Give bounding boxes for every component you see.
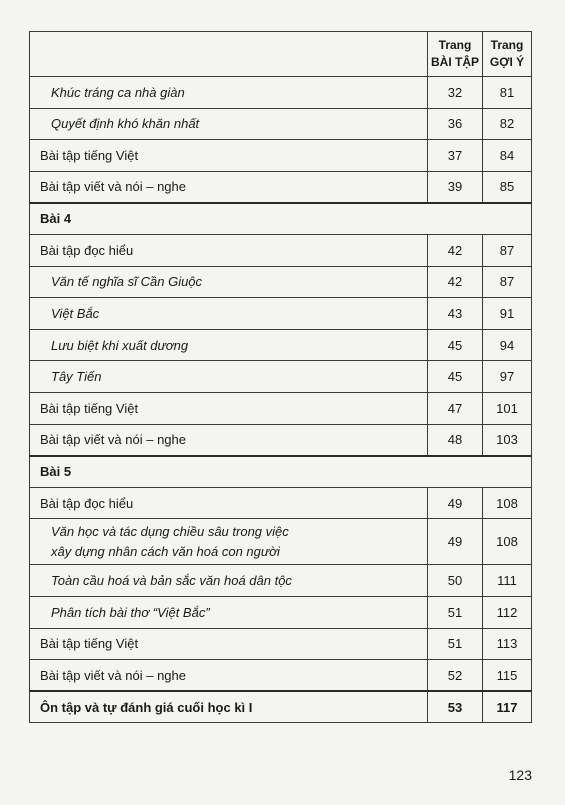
table-row — [30, 329, 532, 361]
table-row — [30, 660, 532, 692]
exercise-page: 48 — [428, 424, 483, 456]
exercise-page: 47 — [428, 392, 483, 424]
exercise-page: 49 — [428, 519, 483, 565]
exercise-page: 53 — [428, 691, 483, 723]
exercise-page: 32 — [428, 77, 483, 109]
entry-title: Văn tế nghĩa sĩ Cần Giuộc — [30, 266, 428, 298]
entry-title: Ôn tập và tự đánh giá cuối học kì I — [30, 691, 428, 723]
entry-title: Bài tập viết và nói – nghe — [30, 424, 428, 456]
header-row — [30, 32, 532, 77]
entry-title: Toàn cầu hoá và bản sắc văn hoá dân tộc — [30, 565, 428, 597]
hint-page: 103 — [483, 424, 532, 456]
hint-page: 91 — [483, 298, 532, 330]
exercise-page: 36 — [428, 108, 483, 140]
table-row — [30, 596, 532, 628]
exercise-page: 52 — [428, 660, 483, 692]
header-exercise-page: Trang BÀI TẬP — [428, 32, 483, 77]
exercise-page: 37 — [428, 140, 483, 172]
hint-page: 101 — [483, 392, 532, 424]
hint-page: 85 — [483, 171, 532, 203]
entry-title: Bài tập tiếng Việt — [30, 628, 428, 660]
table-row — [30, 424, 532, 456]
table-row — [30, 234, 532, 266]
entry-title: Lưu biệt khi xuất dương — [30, 329, 428, 361]
entry-title — [30, 519, 428, 565]
section-title: Bài 4 — [30, 203, 532, 235]
table-row — [30, 565, 532, 597]
entry-title: Bài tập tiếng Việt — [30, 392, 428, 424]
table-of-contents — [29, 31, 532, 723]
hint-page: 82 — [483, 108, 532, 140]
hint-page: 84 — [483, 140, 532, 172]
entry-title: Phân tích bài thơ “Việt Bắc” — [30, 596, 428, 628]
section-title: Bài 5 — [30, 456, 532, 488]
hint-page: 111 — [483, 565, 532, 597]
hint-page: 87 — [483, 234, 532, 266]
table-row — [30, 298, 532, 330]
exercise-page: 50 — [428, 565, 483, 597]
table-row — [30, 266, 532, 298]
entry-title: Việt Bắc — [30, 298, 428, 330]
table-row — [30, 140, 532, 172]
exercise-page: 42 — [428, 234, 483, 266]
hint-page: 115 — [483, 660, 532, 692]
entry-title-line2: xây dựng nhân cách văn hoá con người — [51, 543, 280, 559]
hint-page: 108 — [483, 519, 532, 565]
exercise-page: 51 — [428, 628, 483, 660]
hint-page: 97 — [483, 361, 532, 393]
exercise-page: 43 — [428, 298, 483, 330]
table-row — [30, 171, 532, 203]
exercise-page: 39 — [428, 171, 483, 203]
table-row — [30, 108, 532, 140]
exercise-page: 42 — [428, 266, 483, 298]
header-hint-page: Trang GỢI Ý — [483, 32, 532, 77]
entry-title: Bài tập viết và nói – nghe — [30, 171, 428, 203]
entry-title: Bài tập đọc hiểu — [30, 234, 428, 266]
entry-title-line1: Văn học và tác dụng chiều sâu trong việc — [51, 523, 289, 539]
header-title-cell — [30, 32, 428, 77]
entry-title: Bài tập đọc hiểu — [30, 487, 428, 519]
hint-page: 112 — [483, 596, 532, 628]
hint-page: 81 — [483, 77, 532, 109]
hint-page: 117 — [483, 691, 532, 723]
exercise-page: 51 — [428, 596, 483, 628]
section-row — [30, 456, 532, 488]
table-row — [30, 691, 532, 723]
entry-title: Bài tập tiếng Việt — [30, 140, 428, 172]
table-row — [30, 361, 532, 393]
hint-page: 94 — [483, 329, 532, 361]
exercise-page: 45 — [428, 329, 483, 361]
entry-title: Quyết định khó khăn nhất — [30, 108, 428, 140]
table-row — [30, 487, 532, 519]
table-row — [30, 519, 532, 565]
entry-title: Khúc tráng ca nhà giàn — [30, 77, 428, 109]
table-row — [30, 392, 532, 424]
exercise-page: 49 — [428, 487, 483, 519]
table-row — [30, 77, 532, 109]
hint-page: 108 — [483, 487, 532, 519]
hint-page: 113 — [483, 628, 532, 660]
table-row — [30, 628, 532, 660]
exercise-page: 45 — [428, 361, 483, 393]
page-number: 123 — [508, 767, 532, 783]
section-row — [30, 203, 532, 235]
hint-page: 87 — [483, 266, 532, 298]
entry-title: Tây Tiến — [30, 361, 428, 393]
entry-title: Bài tập viết và nói – nghe — [30, 660, 428, 692]
